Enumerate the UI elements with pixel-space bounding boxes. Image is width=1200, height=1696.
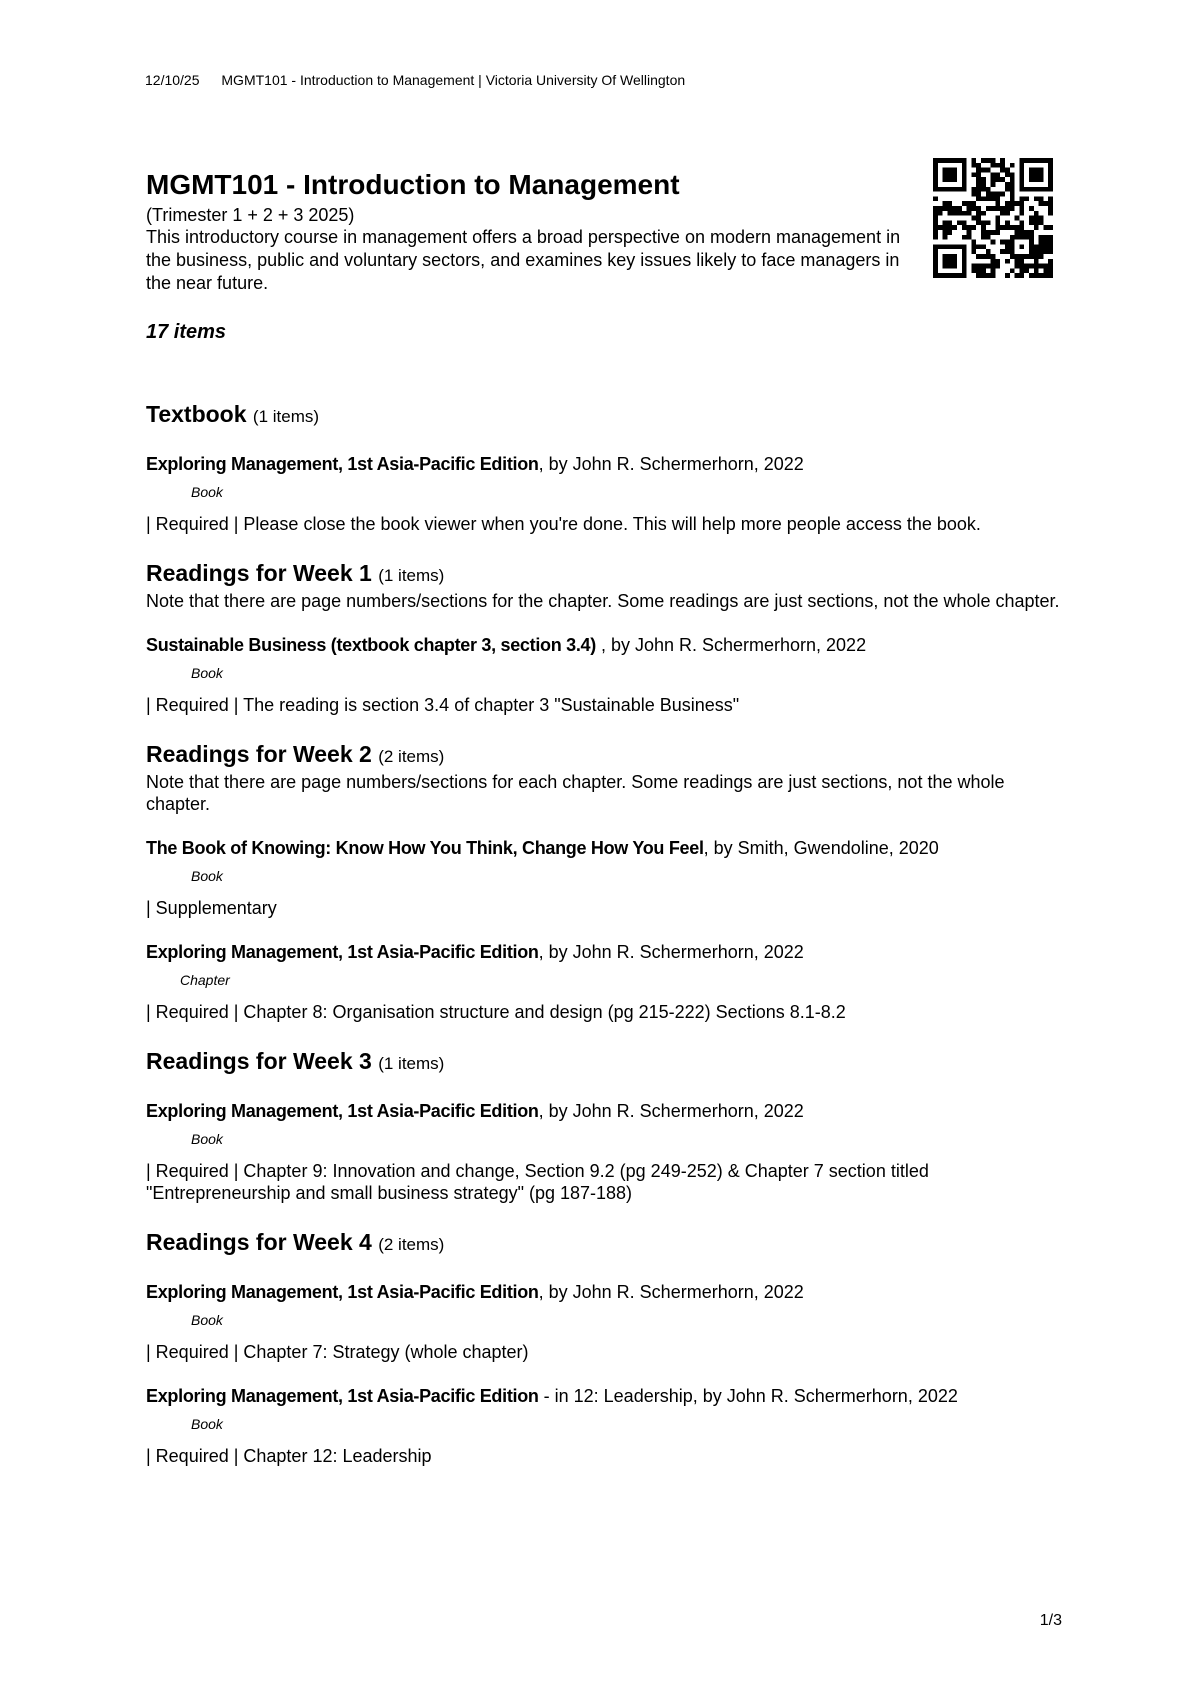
item-heading [146,453,1066,475]
item-title-link[interactable]: Exploring Management, 1st Asia-Pacific Edition [146,942,539,962]
item-title-link[interactable]: Exploring Management, 1st Asia-Pacific Edition [146,1386,539,1406]
item-count: 17 items [146,321,227,343]
section-title-text: Readings for Week 2 [146,741,372,767]
item-heading [146,941,1066,963]
item-note: | Required | Please close the book viewer when you're done. This will help more people access the book. [146,514,981,534]
list-item [146,837,1066,919]
item-heading [146,1385,1066,1407]
item-note: | Required | Chapter 12: Leadership [146,1446,432,1466]
section-item-count: (1 items) [378,566,445,585]
item-note: | Required | Chapter 7: Strategy (whole chapter) [146,1342,529,1362]
section-item-count: (1 items) [252,407,320,426]
item-title-link[interactable]: Exploring Management, 1st Asia-Pacific Edition [146,454,539,474]
section-item-count: (2 items) [378,747,445,766]
print-title: MGMT101 - Introduction to Management | Victoria University Of Wellington [221,72,686,88]
section-item-count: (1 items) [378,1054,445,1073]
section-title [146,400,1066,431]
list-item [146,941,1066,1023]
item-byline: , by John R. Schermerhorn, 2022 [538,1282,804,1302]
item-type: Book [191,1131,223,1147]
section [146,1228,1066,1467]
section-note: Note that there are page numbers/sections for the chapter. Some readings are just sections, not the whole chapter. [146,591,1060,611]
section-title-text: Textbook [146,401,247,427]
course-title: MGMT101 - Introduction to Management [146,169,680,200]
list-item [146,634,1066,716]
section-note: Note that there are page numbers/sections for each chapter. Some readings are just sections, not the whole chapter. [146,772,1005,814]
item-byline: , by Smith, Gwendoline, 2020 [703,838,939,858]
list-item [146,1385,1066,1467]
item-title-link[interactable]: The Book of Knowing: Know How You Think, Change How You Feel [146,838,704,858]
print-header [145,72,685,88]
print-date: 12/10/25 [145,72,200,88]
list-item [146,1281,1066,1363]
item-note: | Required | The reading is section 3.4 of chapter 3 "Sustainable Business" [146,695,740,715]
section [146,1047,1066,1204]
course-description: This introductory course in management offers a broad perspective on modern management in the business, public and voluntary sectors, and examines key issues likely to face managers in the near future. [146,227,901,293]
reading-list [146,168,1066,1467]
course-term: (Trimester 1 + 2 + 3 2025) [146,205,355,225]
item-byline: , by John R. Schermerhorn, 2022 [595,635,867,655]
item-type: Book [191,665,223,681]
page-number: 1/3 [1039,1612,1062,1629]
item-heading [146,837,1066,859]
item-type: Book [191,868,223,884]
item-title-link[interactable]: Sustainable Business (textbook chapter 3, section 3.4) [146,635,596,655]
section-title-text: Readings for Week 1 [146,560,372,586]
sections-container [146,400,1066,1467]
section-title-text: Readings for Week 3 [146,1048,372,1074]
section-item-count: (2 items) [378,1235,445,1254]
section [146,400,1066,535]
item-byline: , by John R. Schermerhorn, 2022 [538,1101,804,1121]
item-byline: - in 12: Leadership, by John R. Schermerhorn, 2022 [538,1386,958,1406]
section-title [146,740,1066,771]
item-note: | Supplementary [146,898,277,918]
item-heading [146,634,1066,656]
item-note: | Required | Chapter 8: Organisation structure and design (pg 215-222) Sections 8.1-8.2 [146,1002,846,1022]
item-byline: , by John R. Schermerhorn, 2022 [538,454,804,474]
section-title-text: Readings for Week 4 [146,1229,372,1255]
item-title-link[interactable]: Exploring Management, 1st Asia-Pacific Edition [146,1101,539,1121]
section [146,740,1066,1023]
item-heading [146,1100,1066,1122]
section-title [146,1228,1066,1259]
list-item [146,453,1066,535]
item-note: | Required | Chapter 9: Innovation and change, Section 9.2 (pg 249-252) & Chapter 7 section titled "Entrepreneurship and small business strategy" (pg 187-188) [146,1161,929,1203]
item-type: Book [191,484,223,500]
item-type: Book [191,1312,223,1328]
item-type: Chapter [180,972,230,988]
item-type: Book [191,1416,223,1432]
list-item [146,1100,1066,1204]
item-heading [146,1281,1066,1303]
item-byline: , by John R. Schermerhorn, 2022 [538,942,804,962]
item-title-link[interactable]: Exploring Management, 1st Asia-Pacific Edition [146,1282,539,1302]
section-title [146,559,1066,590]
section [146,559,1066,716]
section-title [146,1047,1066,1078]
